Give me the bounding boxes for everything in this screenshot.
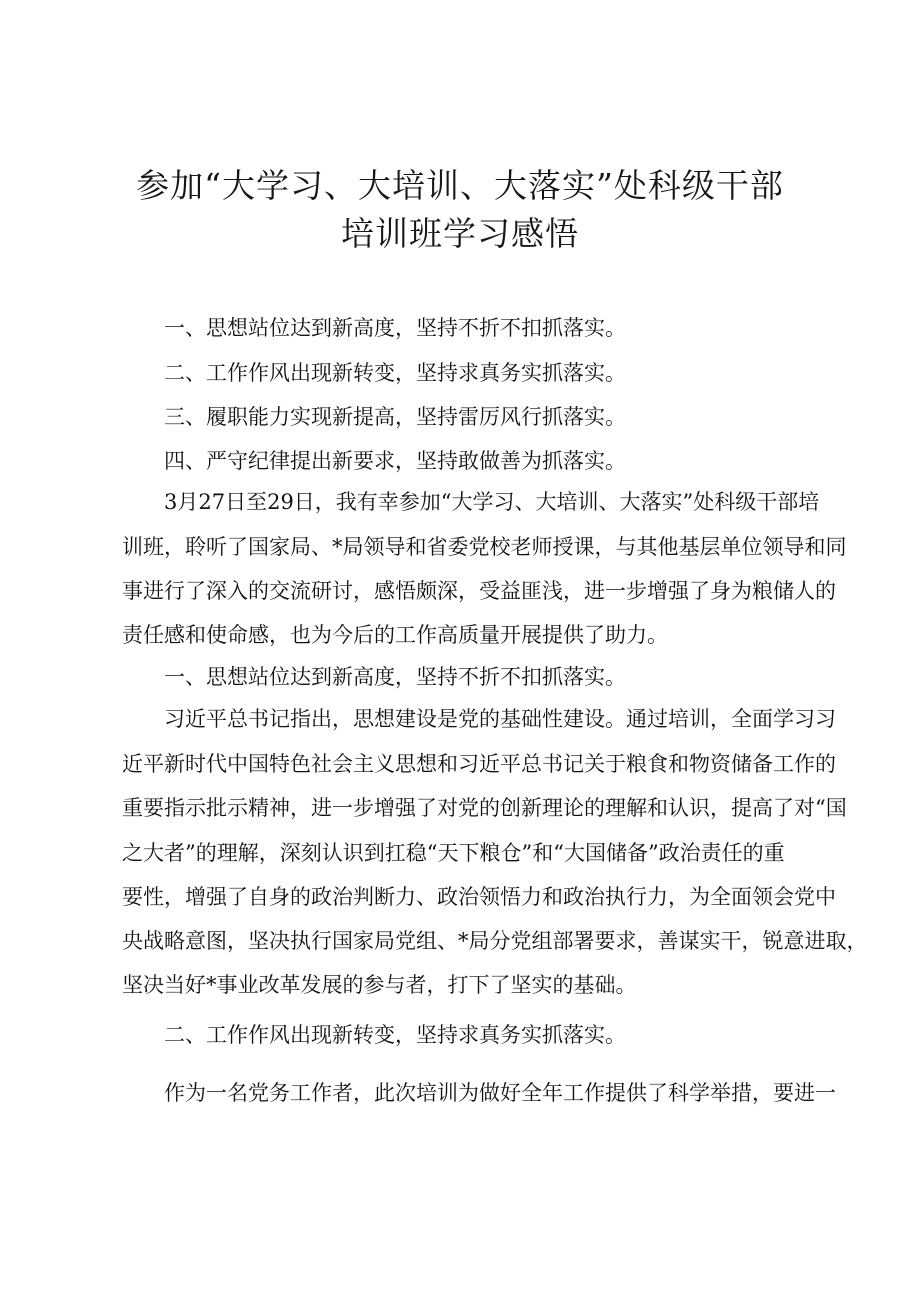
outline-item-1: 一、思想站位达到新高度，坚持不折不扣抓落实。 [164, 316, 626, 340]
section2-line-1: 作为一名党务工作者，此次培训为做好全年工作提供了科学举措，要进一 [164, 1081, 836, 1105]
section1-line-5: 要性，增强了自身的政治判断力、政治领悟力和政治执行力，为全面领会党中 [122, 885, 836, 909]
intro-line-2: 训班，聆听了国家局、*局领导和省委党校老师授课，与其他基层单位领导和同 [122, 535, 847, 559]
section1-line-2: 近平新时代中国特色社会主义思想和习近平总书记关于粮食和物资储备工作的 [122, 752, 836, 776]
section1-line-7: 坚决当好*事业改革发展的参与者，打下了坚实的基础。 [122, 973, 637, 997]
intro-line-1: 3月27日至29日，我有幸参加“大学习、大培训、大落实”处科级干部培 [164, 490, 820, 514]
section1-line-4: 之大者”的理解，深刻认识到扛稳“天下粮仓”和“大国储备”政治责任的重 [122, 841, 785, 865]
outline-item-4: 四、严守纪律提出新要求，坚持敢做善为抓落实。 [164, 449, 626, 473]
section1-line-6: 央战略意图，坚决执行国家局党组、*局分党组部署要求，善谋实干，锐意进取， [122, 929, 868, 953]
outline-item-3: 三、履职能力实现新提高，坚持雷厉风行抓落实。 [164, 405, 626, 429]
intro-line-4: 责任感和使命感，也为今后的工作高质量开展提供了助力。 [122, 623, 668, 647]
section1-line-1: 习近平总书记指出，思想建设是党的基础性建设。通过培训，全面学习习 [164, 707, 836, 731]
document-title-line-2: 培训班学习感悟 [341, 214, 579, 253]
document-title-line-1: 参加“大学习、大培训、大落实”处科级干部 [136, 166, 784, 205]
outline-item-2: 二、工作作风出现新转变，坚持求真务实抓落实。 [164, 361, 626, 385]
intro-line-3: 事进行了深入的交流研讨，感悟颇深，受益匪浅，进一步增强了身为粮储人的 [122, 579, 836, 603]
section1-line-3: 重要指示批示精神，进一步增强了对党的创新理论的理解和认识，提高了对“国 [122, 796, 847, 820]
section1-heading: 一、思想站位达到新高度，坚持不折不扣抓落实。 [164, 665, 626, 689]
section2-heading: 二、工作作风出现新转变，坚持求真务实抓落实。 [164, 1023, 626, 1047]
